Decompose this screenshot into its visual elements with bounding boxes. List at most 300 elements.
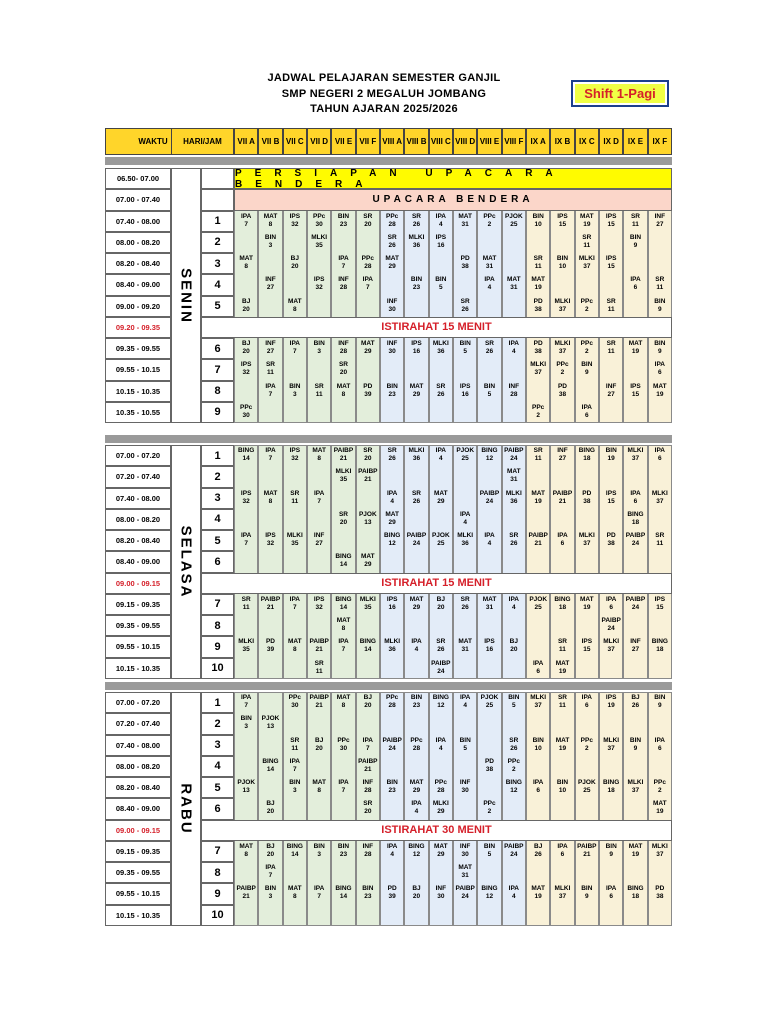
subject-cell: PAIBP 21 (528, 532, 548, 547)
subject-cell: IPA 6 (630, 276, 641, 292)
subject-cell: IPS 32 (313, 276, 325, 292)
subject-cell: BIN 9 (654, 694, 666, 709)
subject-cell: PPc 2 (580, 340, 593, 355)
subject-cell: MAT 19 (580, 212, 594, 228)
subject-cell: IPA 6 (605, 885, 617, 901)
period-number: 8 (201, 381, 234, 402)
subject-cell: BIN 9 (581, 361, 593, 377)
column-header-class: VIII F (502, 128, 526, 155)
subject-cell: MLKI 35 (335, 468, 352, 484)
subject-cell: BING 14 (359, 638, 376, 654)
period-number: 9 (201, 883, 234, 904)
subject-cell: IPS 16 (411, 340, 422, 355)
subject-cell: PPc 28 (386, 694, 399, 709)
subject-cell: MAT 19 (628, 842, 643, 858)
time-slot: 09.15 - 09.35 (105, 594, 171, 615)
subject-cell: BIN 9 (581, 885, 593, 901)
subject-cell: IPS 32 (240, 489, 252, 505)
subject-cell: MAT 31 (458, 638, 472, 654)
subject-cell: IPA 4 (435, 736, 446, 752)
subject-cell: MAT 19 (580, 595, 594, 611)
subject-cell: BING 12 (432, 694, 449, 709)
subject-cell: SR 11 (265, 361, 275, 377)
subject-cell: IPA 4 (484, 532, 495, 547)
subject-cell: BJ 20 (242, 340, 251, 355)
schedule-event: ISTIRAHAT 15 MENIT (201, 573, 672, 594)
subject-cell: BIN 9 (654, 297, 666, 313)
subject-cell: BIN 3 (240, 715, 252, 731)
subject-cell: BJ 20 (509, 638, 518, 654)
subject-cell: MLKI 37 (578, 532, 595, 547)
period-number: 3 (201, 735, 234, 756)
time-slot: 09.55 - 10.15 (105, 883, 171, 904)
subject-cell: INF 27 (265, 276, 276, 292)
subject-cell: BING 12 (384, 532, 401, 547)
schedule-title: JADWAL PELAJARAN SEMESTER GANJIL (267, 72, 501, 84)
subject-cell: SR 11 (314, 659, 324, 675)
column-header-class: VII B (258, 128, 282, 155)
column-header-harijam: HARI/JAM (171, 128, 234, 155)
subject-cell: SR 26 (484, 340, 494, 355)
subject-cell: PAIBP 21 (552, 489, 573, 505)
subject-cell: BIN 3 (289, 382, 301, 398)
day-label-rabu (171, 692, 201, 926)
subject-cell: MLKI 37 (530, 361, 547, 377)
subject-cell: MAT 31 (458, 864, 472, 879)
subject-cell: PPc 28 (361, 255, 374, 270)
subject-cell: PAIBP 21 (236, 885, 256, 901)
subject-cell: BJ 26 (631, 694, 640, 709)
subject-cell: BING 12 (408, 842, 425, 858)
time-slot: 09.55 - 10.15 (105, 359, 171, 380)
subject-cell: BING 14 (238, 447, 255, 462)
subject-cell: BING 14 (286, 842, 303, 858)
subject-cell: IPA 4 (435, 212, 446, 228)
subject-cell: SR 11 (314, 382, 324, 398)
subject-cell: MAT 29 (434, 842, 448, 858)
time-slot: 10.15 - 10.35 (105, 905, 171, 926)
subject-cell: INF 27 (654, 212, 666, 228)
subject-cell: PJOK 13 (358, 510, 377, 526)
subject-cell: INF 27 (265, 340, 276, 355)
column-header-waktu: WAKTU (105, 128, 201, 155)
subject-cell: PPc 2 (653, 779, 666, 794)
period-number: 1 (201, 692, 234, 713)
period-number: 5 (201, 530, 234, 551)
subject-cell: MAT 19 (531, 276, 545, 292)
period-number: 2 (201, 232, 234, 253)
subject-cell: IPA 7 (240, 212, 252, 228)
subject-cell: INF 30 (459, 779, 471, 794)
subject-cell: BJ 20 (436, 595, 445, 611)
subject-cell: SR 20 (338, 510, 348, 526)
subject-cell: INF 28 (362, 842, 374, 858)
subject-cell: MLKI 36 (408, 447, 425, 462)
subject-cell: MAT 19 (531, 885, 545, 901)
subject-cell: SR 26 (436, 638, 446, 654)
subject-cell: BJ 20 (242, 297, 251, 313)
subject-cell: MAT 31 (507, 468, 521, 484)
day-separator (105, 157, 672, 165)
subject-cell: BING 14 (262, 757, 279, 773)
subject-cell: BIN 9 (605, 842, 617, 858)
subject-cell: INF 28 (362, 779, 374, 794)
subject-cell: MLKI 36 (505, 489, 522, 505)
subject-cell: PAIBP 21 (358, 468, 378, 484)
subject-cell: PAIBP 24 (455, 885, 475, 901)
subject-cell: BIN 23 (386, 382, 398, 398)
subject-cell: PAIBP 24 (382, 736, 402, 752)
subject-cell: IPS 15 (605, 489, 617, 505)
subject-cell: IPA 6 (581, 403, 592, 419)
subject-cell: PAIBP 21 (358, 757, 378, 773)
subject-cell: BIN 3 (264, 233, 277, 249)
subject-cell: PPc 30 (313, 212, 326, 228)
subject-cell: PAIBP 21 (333, 447, 354, 462)
subject-cell: IPA 6 (605, 595, 617, 611)
time-slot: 08.40 - 09.00 (105, 798, 171, 819)
subject-cell: PAIBP 24 (601, 617, 621, 632)
subject-cell: SR 20 (363, 212, 373, 228)
column-header-class: IX E (623, 128, 647, 155)
subject-cell: PPc 2 (580, 736, 593, 752)
subject-cell: IPA 4 (459, 694, 471, 709)
time-slot: 08.00 - 08.20 (105, 509, 171, 530)
period-number: 4 (201, 274, 234, 295)
subject-cell: PPc 30 (337, 736, 350, 752)
subject-cell: BIN 3 (313, 340, 325, 355)
period-number (201, 168, 234, 189)
subject-cell: PPc 28 (386, 212, 399, 228)
column-header-class: IX F (648, 128, 672, 155)
subject-cell: BJ 26 (534, 842, 543, 858)
subject-cell: SR 20 (338, 361, 348, 377)
subject-cell: BING 18 (651, 638, 668, 654)
subject-cell: INF 28 (338, 340, 349, 355)
subject-cell: PPc 28 (434, 779, 447, 794)
period-number: 2 (201, 713, 234, 734)
subject-cell: BING 18 (627, 885, 644, 901)
subject-cell: INF 30 (459, 842, 471, 858)
subject-cell: IPA 4 (459, 510, 471, 526)
subject-cell: SR 11 (582, 233, 592, 249)
period-number: 5 (201, 296, 234, 317)
subject-cell: SR 26 (411, 212, 421, 228)
subject-cell: BING 14 (335, 553, 352, 569)
time-slot: 09.00 - 09.15 (105, 573, 171, 594)
subject-cell: IPA 7 (338, 255, 349, 270)
subject-cell: MAT 19 (653, 382, 667, 398)
subject-cell: BIN 10 (556, 255, 569, 270)
subject-cell: BIN 3 (313, 842, 325, 858)
column-header-class: IX C (575, 128, 599, 155)
subject-cell: PJOK 13 (237, 779, 256, 794)
subject-cell: BIN 10 (532, 736, 544, 752)
subject-cell: IPS 15 (654, 595, 666, 611)
subject-cell: PAIBP 24 (504, 842, 524, 858)
subject-cell: SR 11 (655, 532, 665, 547)
subject-cell: MLKI 37 (603, 638, 620, 654)
subject-cell: PD 38 (606, 532, 616, 547)
period-number: 9 (201, 402, 234, 423)
subject-cell: PAIBP 24 (406, 532, 427, 547)
subject-cell: IPS 15 (605, 212, 617, 228)
subject-cell: IPA 4 (508, 885, 519, 901)
period-number: 8 (201, 615, 234, 636)
time-slot: 08.20 - 08.40 (105, 530, 171, 551)
subject-cell: IPA 7 (289, 340, 300, 355)
subject-cell: PJOK 25 (480, 694, 499, 709)
period-number: 8 (201, 862, 234, 883)
subject-cell: PAIBP 21 (577, 842, 597, 858)
subject-cell: SR 11 (290, 489, 300, 505)
subject-cell: IPA 6 (557, 532, 568, 547)
subject-cell: MAT 8 (336, 694, 351, 709)
subject-cell: BIN 5 (435, 276, 447, 292)
subject-cell: IPA 7 (240, 532, 252, 547)
subject-cell: IPS 32 (289, 212, 301, 228)
subject-cell: IPA 7 (362, 736, 373, 752)
time-slot: 09.35 - 09.55 (105, 338, 171, 359)
column-header-class: VII D (307, 128, 331, 155)
subject-cell: BJ 20 (412, 885, 421, 901)
subject-cell: MAT 29 (409, 779, 424, 794)
subject-cell: IPS 15 (581, 638, 593, 654)
subject-cell: BIN 23 (410, 276, 423, 292)
subject-cell: MLKI 37 (603, 736, 620, 752)
subject-cell: IPS 19 (605, 694, 617, 709)
subject-cell: SR 26 (387, 233, 397, 249)
subject-cell: PAIBP 24 (479, 489, 500, 505)
subject-cell: MAT 19 (653, 800, 667, 816)
subject-cell: IPS 32 (289, 447, 301, 462)
subject-cell: IPS 15 (557, 212, 568, 228)
subject-cell: IPS 32 (265, 532, 276, 547)
subject-cell: MLKI 35 (286, 532, 303, 547)
subject-cell: BIN 5 (483, 382, 496, 398)
subject-cell: MAT 29 (361, 340, 375, 355)
subject-cell: IPA 4 (484, 276, 495, 292)
subject-cell: BIN 23 (386, 779, 398, 794)
subject-cell: IPA 6 (654, 447, 665, 462)
subject-cell: SR 11 (655, 276, 665, 292)
subject-cell: PJOK 25 (504, 212, 523, 228)
subject-cell: IPA 7 (289, 757, 300, 773)
column-header-class: VII F (356, 128, 380, 155)
subject-cell: BING 14 (335, 885, 352, 901)
subject-cell: IPA 7 (338, 638, 349, 654)
subject-cell: PJOK 25 (456, 447, 475, 462)
subject-cell: BIN 23 (410, 694, 423, 709)
subject-cell: IPA 4 (508, 340, 519, 355)
subject-cell: BIN 23 (337, 842, 350, 858)
subject-cell: IPA 4 (435, 447, 446, 462)
subject-cell: MAT 19 (628, 340, 643, 355)
day-separator (105, 435, 672, 443)
subject-cell: BIN 9 (654, 340, 666, 355)
period-number: 3 (201, 488, 234, 509)
subject-cell: IPS 16 (435, 233, 447, 249)
subject-cell: MLKI 36 (408, 233, 425, 249)
subject-cell: PD 38 (655, 885, 665, 901)
schedule-event: UPACARA BENDERA (234, 189, 672, 210)
subject-cell: BING 12 (481, 447, 498, 462)
subject-cell: MAT 8 (263, 489, 278, 505)
column-header-class: IX D (599, 128, 623, 155)
subject-cell: BIN 23 (362, 885, 374, 901)
subject-cell: IPS 32 (313, 595, 325, 611)
time-slot: 08.40 - 09.00 (105, 274, 171, 295)
period-number: 6 (201, 338, 234, 359)
subject-cell: PAIBP 21 (309, 638, 329, 654)
day-name: SELASA (177, 525, 195, 599)
time-slot: 10.15 - 10.35 (105, 381, 171, 402)
subject-cell: IPA 4 (411, 638, 422, 654)
subject-cell: BIN 19 (605, 447, 617, 462)
subject-cell: MAT 8 (312, 779, 326, 794)
subject-cell: MAT 31 (507, 276, 521, 292)
subject-cell: BING 18 (578, 447, 595, 462)
subject-cell: IPA 4 (386, 489, 398, 505)
subject-cell: INF 27 (630, 638, 641, 654)
subject-cell: SR 26 (509, 736, 519, 752)
period-number: 7 (201, 841, 234, 862)
subject-cell: BJ 20 (290, 255, 299, 270)
subject-cell: SR 20 (363, 800, 373, 816)
subject-cell: IPA 7 (240, 694, 252, 709)
column-header-class: VIII D (453, 128, 477, 155)
subject-cell: SR 20 (363, 447, 373, 462)
subject-cell: IPA 6 (630, 489, 641, 505)
period-number: 10 (201, 905, 234, 926)
time-slot: 07.40 - 08.00 (105, 488, 171, 509)
subject-cell: IPS 16 (459, 382, 471, 398)
period-number: 5 (201, 777, 234, 798)
subject-cell: BING 12 (481, 885, 498, 901)
schedule-event: ISTIRAHAT 15 MENIT (201, 317, 672, 338)
time-slot: 07.00 - 07.20 (105, 692, 171, 713)
column-header-class: VII E (331, 128, 355, 155)
subject-cell: SR 11 (241, 595, 251, 611)
subject-cell: MLKI 37 (578, 255, 595, 270)
subject-cell: INF 28 (338, 276, 349, 292)
subject-cell: MLKI 29 (432, 800, 449, 816)
subject-cell: SR 11 (606, 297, 616, 313)
time-slot: 09.35 - 09.55 (105, 615, 171, 636)
subject-cell: PD 38 (533, 297, 543, 313)
subject-cell: MLKI 37 (627, 779, 644, 794)
subject-cell: SR 26 (411, 489, 421, 505)
subject-cell: IPS 16 (386, 595, 398, 611)
subject-cell: MAT 31 (458, 212, 472, 228)
subject-cell: BJ 20 (363, 694, 372, 709)
subject-cell: INF 27 (557, 447, 568, 462)
subject-cell: IPA 7 (313, 489, 325, 505)
subject-cell: MAT 19 (531, 489, 545, 505)
subject-cell: BIN 5 (508, 694, 520, 709)
time-slot: 09.00 - 09.20 (105, 296, 171, 317)
time-slot: 09.20 - 09.35 (105, 317, 171, 338)
day-name: RABU (177, 783, 195, 835)
subject-cell: SR 11 (606, 340, 616, 355)
time-slot: 07.40 - 08.00 (105, 211, 171, 232)
time-slot: 07.00 - 07.40 (105, 189, 171, 210)
subject-cell: SR 11 (557, 694, 567, 709)
subject-cell: PD 39 (265, 638, 275, 654)
subject-cell: PPc 2 (580, 297, 593, 313)
subject-cell: PD 38 (533, 340, 543, 355)
subject-cell: MLKI 37 (651, 842, 668, 858)
day-label-selasa (171, 445, 201, 679)
subject-cell: PAIBP 21 (260, 595, 281, 611)
subject-cell: PPc 2 (532, 403, 545, 419)
subject-cell: SR 26 (509, 532, 519, 547)
period-number: 1 (201, 445, 234, 466)
time-slot: 08.40 - 09.00 (105, 551, 171, 572)
subject-cell: IPA 4 (386, 842, 398, 858)
academic-year: TAHUN AJARAN 2025/2026 (310, 103, 458, 115)
day-label-senin (171, 168, 201, 423)
subject-cell: MAT 29 (361, 553, 375, 569)
subject-cell: INF 30 (386, 297, 398, 313)
subject-cell: MLKI 35 (238, 638, 255, 654)
subject-cell: SR 26 (387, 447, 397, 462)
time-slot: 09.15 - 09.35 (105, 841, 171, 862)
subject-cell: PD 38 (582, 489, 592, 505)
column-header-class: VIII B (404, 128, 428, 155)
subject-cell: SR 26 (460, 297, 470, 313)
subject-cell: BING 18 (554, 595, 571, 611)
subject-cell: INF 27 (605, 382, 617, 398)
subject-cell: PD 38 (484, 757, 494, 773)
subject-cell: SR 11 (533, 255, 543, 270)
subject-cell: BIN 10 (532, 212, 544, 228)
subject-cell: PPc 28 (410, 736, 423, 752)
subject-cell: MAT 29 (434, 489, 448, 505)
subject-cell: MLKI 36 (457, 532, 474, 547)
day-name: SENIN (177, 267, 195, 324)
subject-cell: MLKI 35 (311, 233, 328, 249)
column-header-class: VII C (283, 128, 307, 155)
subject-cell: BING 18 (603, 779, 620, 794)
subject-cell: BIN 5 (459, 340, 471, 355)
subject-cell: IPA 7 (265, 447, 276, 462)
column-header-class: VIII A (380, 128, 404, 155)
time-slot: 09.55 - 10.15 (105, 636, 171, 657)
time-slot: 10.15 - 10.35 (105, 658, 171, 679)
subject-cell: MAT 8 (239, 842, 253, 858)
period-number: 10 (201, 658, 234, 679)
subject-cell: SR 26 (436, 382, 446, 398)
subject-cell: MLKI 36 (384, 638, 401, 654)
subject-cell: IPA 7 (338, 779, 349, 794)
subject-cell: MLKI 37 (627, 447, 644, 462)
time-slot: 09.35 - 09.55 (105, 862, 171, 883)
subject-cell: IPA 6 (654, 736, 665, 752)
time-slot: 08.00 - 08.20 (105, 232, 171, 253)
column-header-class: IX B (550, 128, 574, 155)
subject-cell: BIN 10 (556, 779, 569, 794)
subject-cell: IPA 6 (532, 779, 544, 794)
subject-cell: INF 28 (508, 382, 520, 398)
subject-cell: MAT 19 (555, 736, 570, 752)
subject-cell: BIN 9 (629, 736, 642, 752)
subject-cell: PD 39 (387, 885, 397, 901)
subject-cell: BIN 5 (459, 736, 471, 752)
subject-cell: PJOK 25 (577, 779, 596, 794)
subject-cell: PPc 2 (507, 757, 520, 773)
subject-cell: MLKI 37 (554, 297, 571, 313)
